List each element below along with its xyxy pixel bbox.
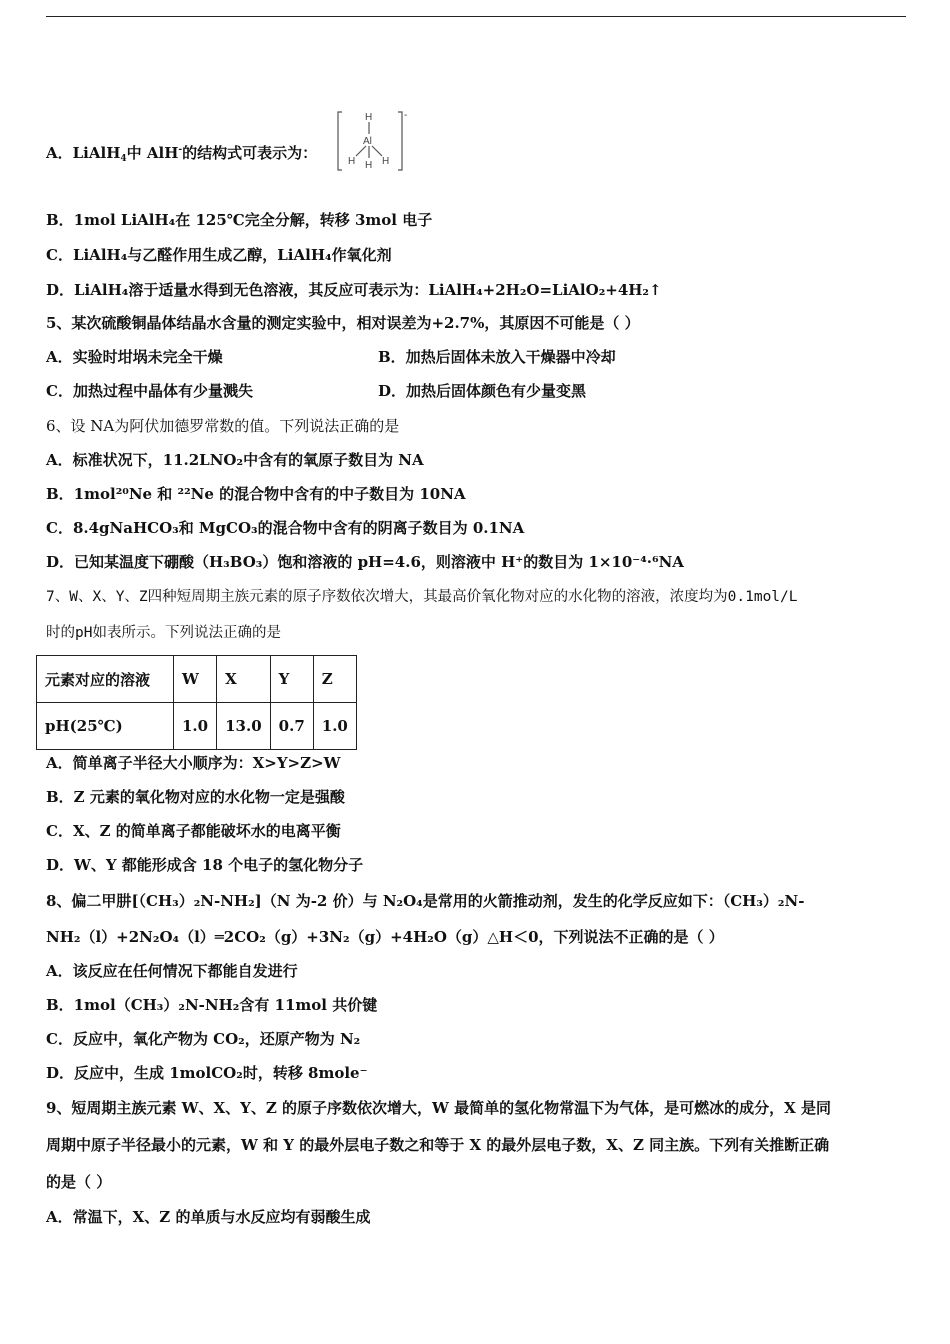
ph-table-cell: 1.0 bbox=[174, 703, 217, 750]
q4-option-c: C．LiAlH₄与乙醛作用生成乙醇，LiAlH₄作氧化剂 bbox=[46, 246, 392, 264]
q7-option-a: A．简单离子半径大小顺序为：X>Y>Z>W bbox=[46, 754, 341, 772]
q5-option-c: C．加热过程中晶体有少量溅失 bbox=[46, 382, 253, 400]
q6-option-a: A．标准状况下，11.2LNO₂中含有的氧原子数目为 NA bbox=[46, 451, 424, 469]
q5-stem: 5、某次硫酸铜晶体结晶水含量的测定实验中，相对误差为+2.7%，其原因不可能是（ ） bbox=[46, 314, 640, 332]
ph-table-cell: 0.7 bbox=[270, 703, 313, 750]
q6-stem: 6、设 NA为阿伏加德罗常数的值。下列说法正确的是 bbox=[46, 417, 400, 435]
ph-table-header-row bbox=[37, 656, 357, 703]
svg-text:Al: Al bbox=[363, 136, 372, 147]
q6-option-c: C．8.4gNaHCO₃和 MgCO₃的混合物中含有的阴离子数目为 0.1NA bbox=[46, 519, 525, 537]
q9-option-a: A．常温下，X、Z 的单质与水反应均有弱酸生成 bbox=[46, 1208, 371, 1226]
ph-table-header-cell: W bbox=[174, 656, 217, 703]
ph-table-cell: 13.0 bbox=[217, 703, 271, 750]
ph-table-row bbox=[37, 703, 357, 750]
q9-stem-line2: 周期中原子半径最小的元素，W 和 Y 的最外层电子数之和等于 X 的最外层电子数，X、Z 同主族。下列有关推断正确 bbox=[46, 1136, 830, 1154]
q5-option-d: D．加热后固体颜色有少量变黑 bbox=[378, 382, 587, 400]
ph-table-cell: pH(25℃) bbox=[37, 703, 174, 750]
ph-table-cell: 1.0 bbox=[313, 703, 356, 750]
q7-stem-line1: 7、W、X、Y、Z四种短周期主族元素的原子序数依次增大，其最高价氧化物对应的水化物的溶液，浓度均为0.1mol/L bbox=[46, 589, 798, 605]
ph-table-header-cell: Z bbox=[313, 656, 356, 703]
q6-option-b: B．1mol²⁰Ne 和 ²²Ne 的混合物中含有的中子数目为 10NA bbox=[46, 485, 466, 503]
q8-option-a: A．该反应在任何情况下都能自发进行 bbox=[46, 962, 298, 980]
q8-option-b: B．1mol（CH₃）₂N-NH₂含有 11mol 共价键 bbox=[46, 996, 378, 1014]
svg-text:-: - bbox=[404, 110, 408, 121]
q8-stem-line1: 8、偏二甲肼[（CH₃）₂N-NH₂]（N 为-2 价）与 N₂O₄是常用的火箭推动剂，发生的化学反应如下：（CH₃）₂N- bbox=[46, 892, 805, 910]
q5-option-a: A．实验时坩埚未完全干燥 bbox=[46, 348, 223, 366]
header-rule bbox=[46, 16, 906, 17]
q8-stem-line2: NH₂（l）+2N₂O₄（l）═2CO₂（g）+3N₂（g）+4H₂O（g）△H＜0，下列说法不正确的是（ ） bbox=[46, 928, 724, 946]
q4-option-d: D．LiAlH₄溶于适量水得到无色溶液，其反应可表示为：LiAlH₄+2H₂O=LiAlO₂+4H₂↑ bbox=[46, 281, 662, 299]
q7-stem-line2: 时的pH如表所示。下列说法正确的是 bbox=[46, 625, 281, 641]
q5-option-b: B．加热后固体未放入干燥器中冷却 bbox=[378, 348, 616, 366]
q7-option-d: D．W、Y 都能形成含 18 个电子的氢化物分子 bbox=[46, 856, 364, 874]
q9-stem-line3: 的是（ ） bbox=[46, 1173, 112, 1191]
ph-table-header-cell: 元素对应的溶液 bbox=[37, 656, 174, 703]
ph-table bbox=[36, 655, 357, 750]
svg-text:H: H bbox=[382, 156, 390, 167]
ph-table-header-cell: Y bbox=[270, 656, 313, 703]
q9-stem-line1: 9、短周期主族元素 W、X、Y、Z 的原子序数依次增大，W 最简单的氢化物常温下为气体，是可燃冰的成分，X 是同 bbox=[46, 1099, 831, 1117]
q4-option-b: B．1mol LiAlH₄在 125℃完全分解，转移 3mol 电子 bbox=[46, 211, 433, 229]
q7-option-b: B．Z 元素的氧化物对应的水化物一定是强酸 bbox=[46, 788, 345, 806]
q4-option-a: A．LiAlH$_4$中 AlH-的结构式可表示为： bbox=[46, 144, 318, 164]
q7-option-c: C．X、Z 的简单离子都能破坏水的电离平衡 bbox=[46, 822, 341, 840]
q8-option-d: D．反应中，生成 1molCO₂时，转移 8mole⁻ bbox=[46, 1064, 368, 1082]
alh4-structure-image bbox=[336, 108, 408, 174]
svg-text:H: H bbox=[348, 156, 356, 167]
q6-option-d: D．已知某温度下硼酸（H₃BO₃）饱和溶液的 pH=4.6，则溶液中 H⁺的数目为 1×10⁻⁴·⁶NA bbox=[46, 553, 684, 571]
svg-text:H: H bbox=[365, 112, 373, 123]
q8-option-c: C．反应中，氧化产物为 CO₂，还原产物为 N₂ bbox=[46, 1030, 361, 1048]
ph-table-header-cell: X bbox=[217, 656, 271, 703]
svg-text:H: H bbox=[365, 160, 373, 171]
